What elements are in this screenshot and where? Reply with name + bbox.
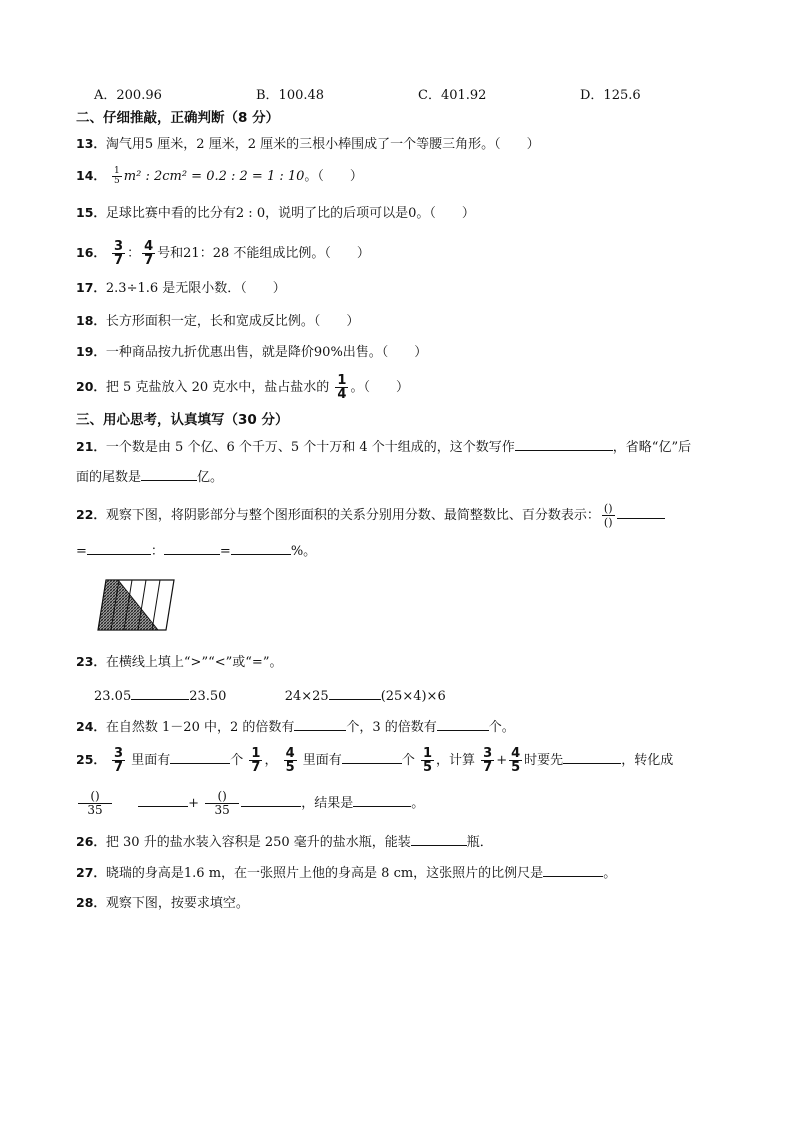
- question-text: 晓瑞的身高是1.6 m，在一张照片上他的身高是 8 cm，这张照片的比例尺是: [105, 866, 544, 881]
- compare-right-1: 23.50: [189, 689, 227, 704]
- question-number: 28．: [76, 895, 106, 910]
- answer-blank[interactable]: [437, 716, 489, 731]
- question-22: [76, 498, 754, 532]
- question-text: 长方形面积一定，长和宽成反比例。（ ）: [105, 314, 360, 329]
- question-text: 时要先: [524, 753, 564, 768]
- comma: ，: [264, 753, 278, 768]
- question-14: [76, 166, 754, 187]
- fraction-3-7: $\frac{3}{7}$: [114, 239, 124, 268]
- answer-blank[interactable]: [411, 831, 467, 846]
- fraction-4-5: $\frac{4}{5}$: [511, 746, 521, 775]
- question-text: 里面有: [302, 753, 342, 768]
- fraction-one-fifth: $\frac{1}{5}$: [114, 166, 120, 186]
- plus-sign: +: [188, 796, 200, 811]
- question-text: 2.3÷1.6 是无限小数．（ ）: [105, 281, 286, 296]
- question-18: [76, 311, 754, 332]
- question-number: 22．: [76, 507, 106, 522]
- question-26: [76, 831, 754, 853]
- question-text: 在自然数 1－20 中，2 的倍数有: [105, 720, 295, 735]
- fraction-3-7: $\frac{3}{7}$: [483, 746, 493, 775]
- question-text: 淘气用5 厘米，2 厘米，2 厘米的三根小棒围成了一个等腰三角形。（ ）: [105, 137, 540, 152]
- answer-blank[interactable]: [131, 685, 189, 700]
- answer-blank[interactable]: [170, 749, 230, 764]
- question-text: 瓶．: [466, 835, 493, 850]
- compare-left-1: 23.05: [94, 689, 132, 704]
- question-27: [76, 862, 754, 884]
- fraction-4-5: $\frac{4}{5}$: [285, 746, 295, 775]
- answer-blank[interactable]: [294, 716, 346, 731]
- question-number: 26．: [76, 834, 106, 849]
- question-text: ，计算: [436, 753, 476, 768]
- question-text: ，省略“亿”后: [612, 440, 692, 455]
- equals-sign: =: [76, 544, 87, 559]
- question-number: 13．: [76, 136, 106, 151]
- question-number: 23．: [76, 654, 106, 669]
- question-24: [76, 716, 754, 738]
- section-2-heading: 二、仔细推敲，正确判断（8 分）: [76, 110, 280, 126]
- answer-blank[interactable]: [353, 792, 411, 807]
- choice-c: C．401.92: [418, 88, 487, 103]
- question-number: 27．: [76, 865, 106, 880]
- question-end: 。（ ）: [304, 169, 363, 184]
- question-number: 16．: [76, 245, 106, 260]
- question-22-continued: [76, 540, 754, 562]
- colon: ：: [150, 544, 164, 559]
- question-text: 一个数是由 5 个亿、6 个千万、5 个十万和 4 个十组成的，这个数写作: [105, 440, 515, 455]
- question-text: ，结果是: [301, 796, 354, 811]
- question-17: [76, 278, 754, 299]
- ratio-expression: m² : 2cm² = 0.2 : 2 = 1 : 10: [123, 169, 305, 184]
- question-text: 亿。: [197, 470, 224, 485]
- compare-right-2: (25×4)×6: [380, 689, 446, 704]
- question-23-items: [94, 685, 754, 707]
- answer-blank[interactable]: [515, 436, 613, 451]
- answer-blank[interactable]: [563, 749, 621, 764]
- fraction-blank-35[interactable]: $\frac{()}{35}$: [78, 790, 112, 817]
- answer-blank[interactable]: [141, 466, 197, 481]
- question-13: [76, 134, 754, 155]
- question-25-continued: [76, 786, 754, 822]
- question-text: 个。: [488, 720, 515, 735]
- question-number: 25．: [76, 752, 106, 767]
- question-number: 24．: [76, 719, 106, 734]
- question-text: 里面有: [131, 753, 171, 768]
- divider-line: [152, 580, 160, 630]
- question-text: 一种商品按九折优惠出售，就是降价90%出售。（ ）: [105, 345, 428, 360]
- answer-blank[interactable]: [241, 792, 301, 807]
- fraction-4-7: $\frac{4}{7}$: [144, 239, 154, 268]
- question-text: 个: [230, 753, 244, 768]
- question-text: 把 5 克盐放入 20 克水中，盐占盐水的: [105, 380, 330, 395]
- fraction-1-5: $\frac{1}{5}$: [422, 746, 433, 775]
- question-text: 。: [603, 866, 617, 881]
- question-text: 个，3 的倍数有: [346, 720, 437, 735]
- fraction-blank-35[interactable]: $\frac{()}{35}$: [205, 790, 239, 817]
- question-20: [76, 370, 754, 404]
- question-25: [76, 742, 754, 778]
- question-21-continued: [76, 466, 754, 488]
- answer-blank[interactable]: [164, 540, 220, 555]
- equals-sign: =: [219, 544, 231, 559]
- answer-blank[interactable]: [617, 504, 665, 519]
- question-16: [76, 236, 754, 270]
- parallelogram-figure: [96, 578, 178, 632]
- choice-d: D．125.6: [580, 88, 641, 103]
- fraction-1-7: $\frac{1}{7}$: [251, 746, 261, 775]
- answer-blank[interactable]: [543, 862, 603, 877]
- answer-blank[interactable]: [138, 792, 188, 807]
- question-15: [76, 203, 754, 224]
- choice-b: B．100.48: [256, 88, 325, 103]
- plus-sign: +: [496, 753, 508, 768]
- question-28: [76, 893, 754, 914]
- compare-left-2: 24×25: [284, 689, 329, 704]
- question-number: 17．: [76, 280, 106, 295]
- fraction-3-7: $\frac{3}{7}$: [114, 746, 124, 775]
- answer-blank[interactable]: [342, 749, 402, 764]
- fraction-1-4: $\frac{1}{4}$: [337, 373, 347, 402]
- colon: ：: [127, 246, 141, 261]
- answer-blank[interactable]: [87, 540, 151, 555]
- question-number: 21．: [76, 439, 106, 454]
- question-text: 观察下图，将阴影部分与整个图形面积的关系分别用分数、最简整数比、百分数表示：: [105, 508, 600, 523]
- question-text: 观察下图，按要求填空。: [105, 896, 249, 911]
- question-text: 足球比赛中看的比分有2 : 0，说明了比的后项可以是0。（ ）: [105, 206, 475, 221]
- question-number: 19．: [76, 344, 106, 359]
- question-text: 把 30 升的盐水装入容积是 250 毫升的盐水瓶，能装: [105, 835, 411, 850]
- fraction-blank[interactable]: $\frac{()}{()}$: [603, 502, 613, 529]
- question-text: 个: [401, 753, 415, 768]
- question-text: 面的尾数是: [76, 470, 142, 485]
- question-number: 14．: [76, 168, 106, 183]
- answer-blank[interactable]: [329, 685, 381, 700]
- question-text: 号和21：28 不能组成比例。（ ）: [157, 246, 370, 261]
- question-text: 在横线上填上“>”“<”或“=”。: [105, 655, 283, 670]
- question-number: 20．: [76, 379, 106, 394]
- question-end: 。（ ）: [350, 380, 409, 395]
- section-3-heading: 三、用心思考，认真填写（30 分）: [76, 412, 289, 428]
- question-text: ，转化成: [621, 753, 674, 768]
- question-number: 18．: [76, 313, 106, 328]
- question-19: [76, 342, 754, 363]
- percent-end: %。: [290, 544, 317, 559]
- choice-a: A．200.96: [94, 88, 162, 103]
- question-number: 15．: [76, 205, 106, 220]
- answer-blank[interactable]: [231, 540, 291, 555]
- question-21: [76, 436, 754, 458]
- question-text: 。: [411, 796, 425, 811]
- question-23: [76, 652, 754, 673]
